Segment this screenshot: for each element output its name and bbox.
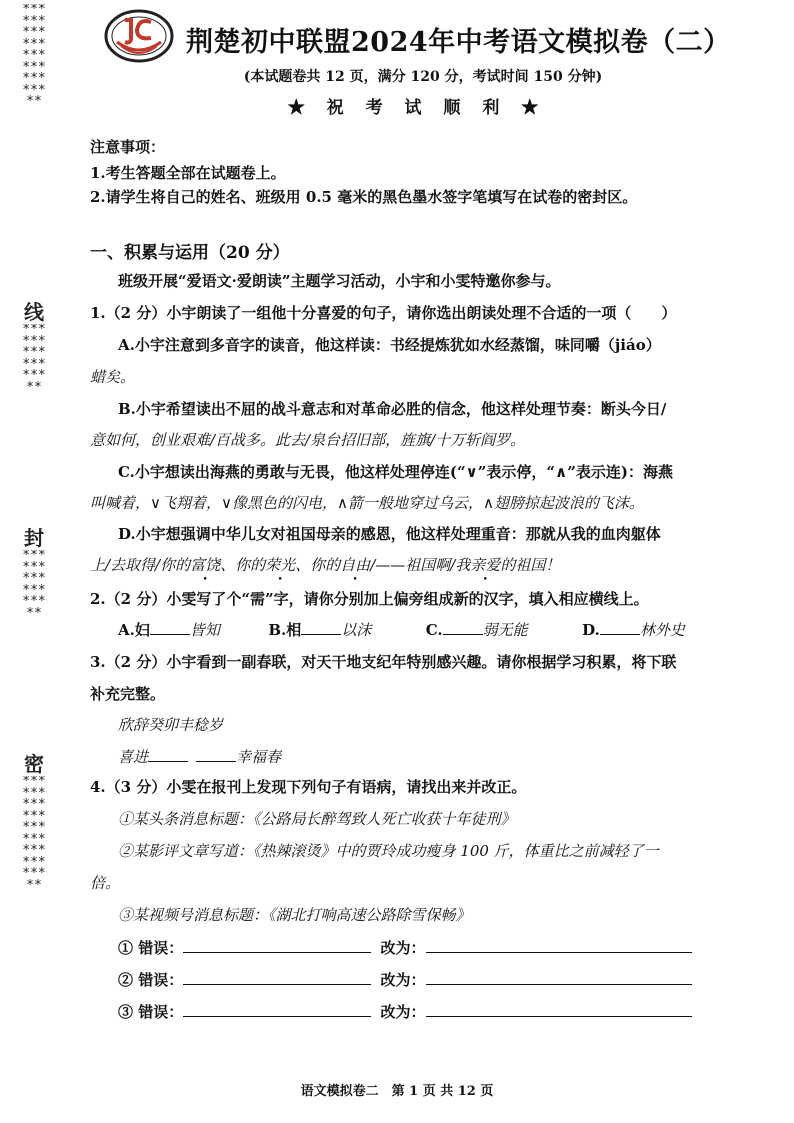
couplet-lower — [118, 746, 281, 767]
emphasis-text: 自由 — [340, 556, 371, 574]
fix-label: 改为： — [380, 971, 426, 989]
question-3-stem-cont: 补充完整。 — [90, 685, 166, 703]
emphasis-text: 亲爱 — [470, 556, 501, 574]
question-4-stem: 4.（3 分）小雯在报刊上发现下列句子有语病，请找出来并改正。 — [90, 778, 527, 796]
error-label: 错误： — [138, 1003, 184, 1021]
q4-sentence-1: ①某头条消息标题：《公路局长醉驾致人死亡收获十年徒刑》 — [118, 810, 516, 828]
text-segment: 、你的 — [295, 556, 341, 574]
answer-number: ② — [118, 971, 134, 989]
q4-answer-row — [118, 1001, 692, 1022]
seal-secret-char: 密 — [24, 752, 44, 776]
answer-blank[interactable] — [148, 746, 188, 762]
couplet-upper: 欣辞癸卯丰稔岁 — [118, 716, 224, 734]
q2-option-b — [268, 621, 371, 639]
page-title: 荆楚初中联盟2024年中考语文模拟卷（二） — [186, 27, 731, 58]
q1-option-a-cont: 蜡矣。 — [90, 368, 136, 386]
section-intro: 班级开展“爱语文·爱朗读”主题学习活动，小宇和小雯特邀你参与。 — [118, 272, 561, 290]
q4-sentence-3: ③某视频号消息标题：《湖北打响高速公路除雪保畅》 — [118, 906, 471, 924]
q2-option-a — [118, 621, 220, 639]
couplet-text: 幸福春 — [236, 748, 282, 766]
q2-option-c — [426, 621, 528, 639]
q1-option-a: A.小宇注意到多音字的读音，他这样读：书经提炼犹如水经蒸馏，味同嚼（jiáo） — [118, 336, 661, 354]
q1-option-b-cont: 意如何，创业艰难/百战多。此去/泉台招旧部，旌旗/十万斩阎罗。 — [90, 431, 526, 449]
good-luck-banner: ★ 祝 考 试 顺 利 ★ — [287, 98, 547, 118]
option-text: D. — [582, 621, 600, 639]
option-text: 皆知 — [189, 621, 220, 639]
exam-info: (本试题卷共 12 页，满分 120 分，考试时间 150 分钟) — [243, 69, 603, 85]
emphasis-text: 荣光 — [265, 556, 296, 574]
error-answer-line[interactable] — [183, 937, 371, 953]
text-segment: 上/去取得/你的 — [90, 556, 191, 574]
q1-option-c: C.小宇想读出海燕的勇敢与无畏，他这样处理停连(“∨”表示停，“∧”表示连)：海燕 — [118, 463, 673, 481]
text-segment: 的祖国！ — [500, 556, 561, 574]
notice-item: 2.请学生将自己的姓名、班级用 0.5 毫米的黑色墨水签字笔填写在试卷的密封区。 — [90, 188, 638, 206]
q1-option-b: B.小宇希望读出不屈的战斗意志和对革命必胜的信念，他这样处理节奏：断头今日/ — [118, 400, 667, 418]
seal-star-line: ************************** — [22, 4, 46, 109]
q4-answer-row — [118, 937, 692, 958]
answer-blank[interactable] — [600, 619, 640, 635]
question-2-stem: 2.（2 分）小雯写了个“需”字，请你分别加上偏旁组成新的汉字，填入相应横线上。 — [90, 590, 649, 608]
answer-blank[interactable] — [301, 619, 341, 635]
page-footer: 语文模拟卷二 第 1 页 共 12 页 — [300, 1084, 494, 1099]
option-text: C. — [425, 621, 443, 639]
section-title: 一、积累与运用（20 分） — [90, 243, 290, 263]
fix-label: 改为： — [380, 939, 426, 957]
option-text: 以沫 — [341, 621, 372, 639]
q1-option-d: D.小宇想强调中华儿女对祖国母亲的感恩，他这样处理重音：那就从我的血肉躯体 — [118, 525, 661, 543]
answer-blank[interactable] — [196, 746, 236, 762]
fix-answer-line[interactable] — [426, 1001, 692, 1017]
answer-blank[interactable] — [150, 619, 190, 635]
question-3-stem: 3.（2 分）小宇看到一副春联，对天干地支纪年特别感兴趣。请你根据学习积累，将下联 — [90, 653, 677, 671]
fix-answer-line[interactable] — [426, 969, 692, 985]
answer-blank[interactable] — [443, 619, 483, 635]
emphasis-text: 富饶 — [190, 556, 221, 574]
text-segment: /——祖国啊/我 — [370, 556, 471, 574]
notice-heading: 注意事项： — [90, 138, 166, 156]
answer-number: ③ — [118, 1003, 134, 1021]
seal-star-line: ***************** — [22, 550, 46, 621]
q2-options — [118, 619, 685, 640]
q2-option-d — [582, 621, 685, 639]
text-segment: 、你的 — [220, 556, 266, 574]
alliance-logo — [103, 8, 175, 64]
error-label: 错误： — [138, 939, 184, 957]
seal-line-char: 线 — [24, 300, 44, 324]
fix-answer-line[interactable] — [426, 937, 692, 953]
question-1-stem: 1.（2 分）小宇朗读了一组他十分喜爱的句子，请你选出朗读处理不合适的一项（ ） — [90, 304, 677, 322]
option-text: 弱无能 — [482, 621, 528, 639]
notice-item: 1.考生答题全部在试题卷上。 — [90, 164, 286, 182]
fix-label: 改为： — [380, 1003, 426, 1021]
q4-sentence-2-cont: 倍。 — [90, 874, 121, 892]
q4-sentence-2: ②某影评文章写道：《热辣滚烫》中的贾玲成功瘦身 100 斤，体重比之前减轻了一 — [118, 842, 659, 860]
error-label: 错误： — [138, 971, 184, 989]
answer-number: ① — [118, 939, 134, 957]
option-text: 林外史 — [639, 621, 685, 639]
error-answer-line[interactable] — [183, 969, 371, 985]
seal-star-line: ***************** — [22, 324, 46, 395]
q4-answer-row — [118, 969, 692, 990]
option-text: B.相 — [268, 621, 302, 639]
seal-margin — [22, 0, 46, 1123]
error-answer-line[interactable] — [183, 1001, 371, 1017]
q1-option-d-cont — [90, 554, 560, 575]
seal-seal-char: 封 — [24, 526, 44, 550]
option-text: A.妇 — [118, 621, 150, 639]
couplet-text: 喜进 — [118, 748, 149, 766]
seal-star-line: ***************************** — [22, 776, 46, 893]
q1-option-c-cont: 叫喊着，∨飞翔着，∨像黑色的闪电，∧箭一般地穿过乌云，∧翅膀掠起波浪的飞沫。 — [90, 494, 644, 512]
